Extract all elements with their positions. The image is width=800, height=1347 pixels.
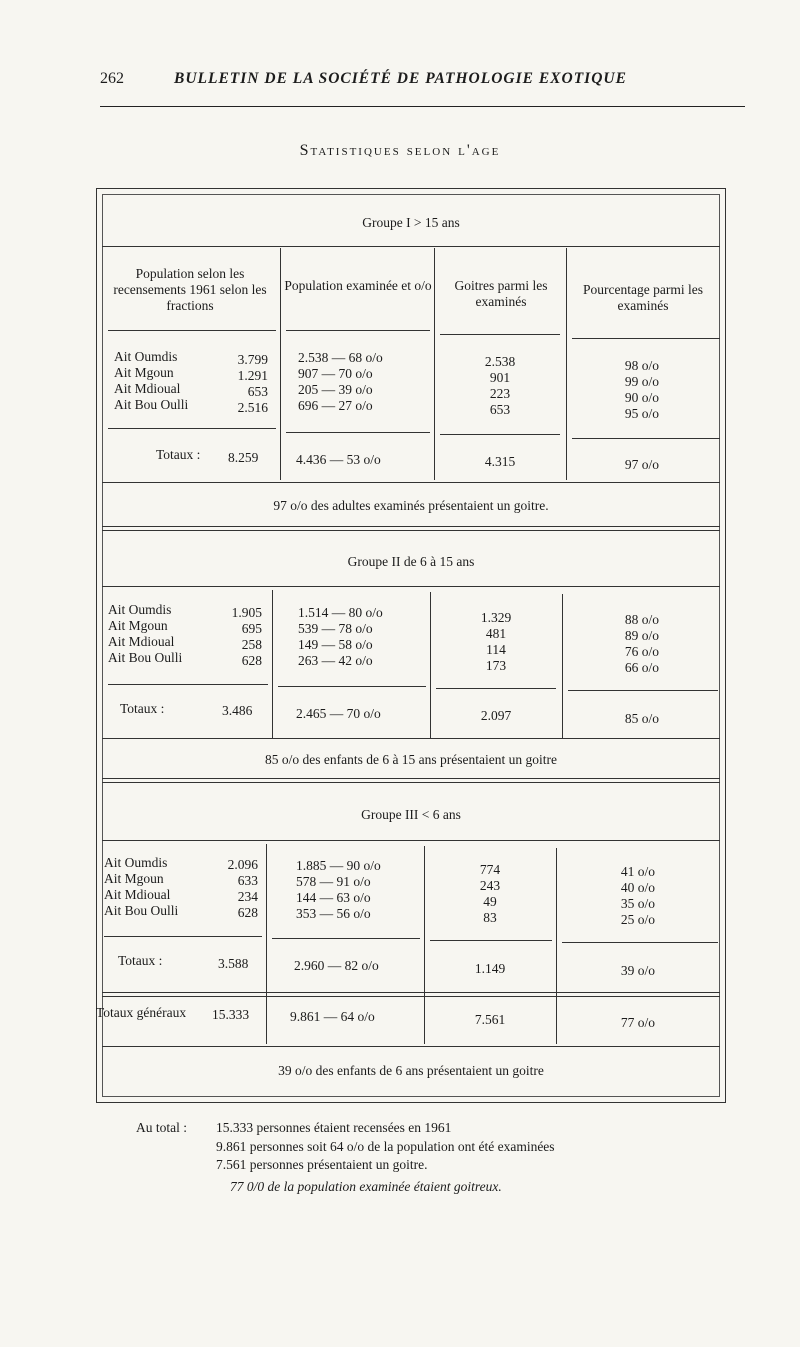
pct-value: 41 o/o bbox=[620, 864, 656, 879]
exam-value: 149 — 58 o/o bbox=[298, 637, 373, 652]
page-header bbox=[100, 70, 745, 107]
divider bbox=[102, 482, 720, 483]
pop-value: 1.905 bbox=[231, 605, 262, 620]
group1-pct bbox=[572, 358, 712, 422]
group2-goitres bbox=[436, 610, 556, 674]
pct-value: 76 o/o bbox=[624, 644, 660, 659]
divider bbox=[272, 938, 420, 939]
col-divider bbox=[272, 590, 273, 738]
fraction-name: Ait Mdioual bbox=[104, 887, 171, 902]
col-divider bbox=[562, 594, 563, 738]
pct-value: 88 o/o bbox=[624, 612, 660, 627]
group3-names bbox=[104, 855, 178, 919]
goitre-value: 173 bbox=[485, 658, 507, 673]
col-header-examined: Population examinée et o/o bbox=[284, 278, 432, 293]
pop-value: 695 bbox=[241, 621, 262, 636]
divider bbox=[572, 438, 720, 439]
fraction-name: Ait Mdioual bbox=[114, 381, 181, 396]
total-pct: 85 o/o bbox=[624, 711, 660, 726]
exam-value: 696 — 27 o/o bbox=[298, 398, 373, 413]
divider bbox=[102, 840, 720, 841]
total-exam: 2.960 — 82 o/o bbox=[294, 958, 379, 973]
total-label: Totaux : bbox=[120, 701, 165, 716]
pop-value: 633 bbox=[237, 873, 258, 888]
total-exam: 4.436 — 53 o/o bbox=[296, 452, 381, 467]
goitre-value: 653 bbox=[489, 402, 511, 417]
divider bbox=[278, 686, 426, 687]
fraction-name: Ait Mgoun bbox=[114, 365, 174, 380]
group2-exam bbox=[298, 605, 383, 669]
pop-value: 258 bbox=[241, 637, 262, 652]
fraction-name: Ait Oumdis bbox=[108, 602, 172, 617]
divider bbox=[102, 992, 720, 993]
group1-names bbox=[114, 349, 188, 413]
goitre-value: 1.329 bbox=[480, 610, 512, 625]
goitre-value: 114 bbox=[486, 642, 506, 657]
goitre-value: 223 bbox=[489, 386, 511, 401]
fraction-name: Ait Bou Oulli bbox=[108, 650, 183, 665]
pct-value: 40 o/o bbox=[620, 880, 656, 895]
group3-pop bbox=[210, 857, 258, 921]
group3-note: 39 o/o des enfants de 6 ans présentaient un goitre bbox=[278, 1063, 544, 1078]
divider bbox=[108, 684, 268, 685]
divider bbox=[286, 432, 430, 433]
page-number: 262 bbox=[100, 70, 124, 87]
fraction-name: Ait Mdioual bbox=[108, 634, 175, 649]
total-label: Totaux : bbox=[156, 447, 201, 462]
col-divider bbox=[434, 248, 435, 480]
total-pct: 97 o/o bbox=[624, 457, 660, 472]
goitre-value: 49 bbox=[483, 894, 497, 909]
divider bbox=[436, 688, 556, 689]
fraction-name: Ait Bou Oulli bbox=[104, 903, 179, 918]
pct-value: 89 o/o bbox=[624, 628, 660, 643]
divider bbox=[440, 434, 560, 435]
divider bbox=[102, 246, 720, 247]
goitre-value: 83 bbox=[483, 910, 497, 925]
exam-value: 907 — 70 o/o bbox=[298, 366, 373, 381]
summary-line2: 9.861 personnes soit 64 o/o de la population ont été examinées bbox=[216, 1139, 555, 1154]
group2-pop bbox=[214, 605, 262, 669]
summary-line1: 15.333 personnes étaient recensées en 1961 bbox=[216, 1120, 452, 1135]
col-divider bbox=[266, 844, 267, 1044]
divider bbox=[430, 940, 552, 941]
total-pct: 39 o/o bbox=[620, 963, 656, 978]
pct-value: 35 o/o bbox=[620, 896, 656, 911]
section-title: Statistiques selon l'age bbox=[299, 142, 501, 159]
running-title: BULLETIN DE LA SOCIÉTÉ DE PATHOLOGIE EXOTIQUE bbox=[174, 70, 627, 87]
total-goitres: 4.315 bbox=[484, 454, 516, 469]
exam-value: 539 — 78 o/o bbox=[298, 621, 373, 636]
total-pop: 3.588 bbox=[218, 956, 249, 971]
divider bbox=[440, 334, 560, 335]
divider bbox=[102, 738, 720, 739]
total-pop: 3.486 bbox=[222, 703, 253, 718]
pct-value: 66 o/o bbox=[624, 660, 660, 675]
group2-names bbox=[108, 602, 182, 666]
divider bbox=[286, 330, 430, 331]
col-divider bbox=[424, 846, 425, 1044]
goitre-value: 2.538 bbox=[484, 354, 516, 369]
group3-pct bbox=[566, 864, 710, 928]
col-header-percentage: Pourcentage parmi les examinés bbox=[583, 282, 703, 313]
pct-value: 25 o/o bbox=[620, 912, 656, 927]
exam-value: 144 — 63 o/o bbox=[296, 890, 371, 905]
divider bbox=[108, 428, 276, 429]
exam-value: 1.514 — 80 o/o bbox=[298, 605, 383, 620]
group2-note: 85 o/o des enfants de 6 à 15 ans présentaient un goitre bbox=[264, 752, 558, 767]
summary-line3: 7.561 personnes présentaient un goitre. bbox=[216, 1157, 428, 1172]
grand-total-goitres: 7.561 bbox=[474, 1012, 506, 1027]
divider bbox=[102, 996, 720, 997]
exam-value: 578 — 91 o/o bbox=[296, 874, 371, 889]
goitre-value: 901 bbox=[489, 370, 511, 385]
goitre-value: 774 bbox=[479, 862, 501, 877]
col-divider bbox=[430, 592, 431, 738]
pop-value: 2.096 bbox=[227, 857, 258, 872]
divider bbox=[568, 690, 718, 691]
divider bbox=[104, 936, 262, 937]
grand-total-label: Totaux généraux bbox=[96, 1005, 187, 1020]
fraction-name: Ait Oumdis bbox=[114, 349, 178, 364]
exam-value: 2.538 — 68 o/o bbox=[298, 350, 383, 365]
pct-value: 90 o/o bbox=[624, 390, 660, 405]
group2-pct bbox=[572, 612, 712, 676]
pop-value: 628 bbox=[241, 653, 262, 668]
grand-total-pop: 15.333 bbox=[212, 1007, 250, 1022]
exam-value: 1.885 — 90 o/o bbox=[296, 858, 381, 873]
pct-value: 99 o/o bbox=[624, 374, 660, 389]
col-header-population: Population selon les recensements 1961 selon les fractions bbox=[113, 266, 267, 313]
pct-value: 95 o/o bbox=[624, 406, 660, 421]
pop-value: 628 bbox=[237, 905, 258, 920]
group3-goitres bbox=[430, 862, 550, 926]
group1-pop bbox=[216, 352, 268, 416]
pct-value: 98 o/o bbox=[624, 358, 660, 373]
group3-title: Groupe III < 6 ans bbox=[361, 807, 461, 822]
group3-exam bbox=[296, 858, 381, 922]
exam-value: 263 — 42 o/o bbox=[298, 653, 373, 668]
pop-value: 234 bbox=[237, 889, 258, 904]
fraction-name: Ait Mgoun bbox=[108, 618, 168, 633]
total-label: Totaux : bbox=[118, 953, 163, 968]
group1-goitres bbox=[440, 354, 560, 418]
divider bbox=[108, 330, 276, 331]
col-divider bbox=[556, 848, 557, 1044]
fraction-name: Ait Mgoun bbox=[104, 871, 164, 886]
divider bbox=[572, 338, 720, 339]
grand-total-exam: 9.861 — 64 o/o bbox=[290, 1009, 375, 1024]
divider bbox=[102, 526, 720, 527]
total-goitres: 2.097 bbox=[480, 708, 512, 723]
group2-title: Groupe II de 6 à 15 ans bbox=[347, 554, 475, 569]
goitre-value: 481 bbox=[485, 626, 507, 641]
exam-value: 205 — 39 o/o bbox=[298, 382, 373, 397]
grand-total-pct: 77 o/o bbox=[620, 1015, 656, 1030]
divider bbox=[102, 1046, 720, 1047]
pop-value: 3.799 bbox=[237, 352, 268, 367]
total-goitres: 1.149 bbox=[474, 961, 506, 976]
col-header-goitres: Goitres parmi les examinés bbox=[454, 278, 548, 309]
exam-value: 353 — 56 o/o bbox=[296, 906, 371, 921]
divider bbox=[562, 942, 718, 943]
total-exam: 2.465 — 70 o/o bbox=[296, 706, 381, 721]
pop-value: 1.291 bbox=[237, 368, 268, 383]
group1-note: 97 o/o des adultes examinés présentaient un goitre. bbox=[273, 498, 549, 513]
summary-line4: 77 0/0 de la population examinée étaient goitreux. bbox=[230, 1179, 502, 1194]
fraction-name: Ait Bou Oulli bbox=[114, 397, 189, 412]
divider bbox=[102, 530, 720, 531]
divider bbox=[102, 778, 720, 779]
pop-value: 2.516 bbox=[237, 400, 268, 415]
group1-title: Groupe I > 15 ans bbox=[362, 215, 460, 230]
pop-value: 653 bbox=[247, 384, 268, 399]
divider bbox=[102, 782, 720, 783]
total-pop: 8.259 bbox=[228, 450, 259, 465]
col-divider bbox=[280, 248, 281, 480]
summary-label: Au total : bbox=[136, 1120, 187, 1135]
divider bbox=[102, 586, 720, 587]
fraction-name: Ait Oumdis bbox=[104, 855, 168, 870]
goitre-value: 243 bbox=[479, 878, 501, 893]
group1-exam bbox=[298, 350, 383, 414]
col-divider bbox=[566, 248, 567, 480]
